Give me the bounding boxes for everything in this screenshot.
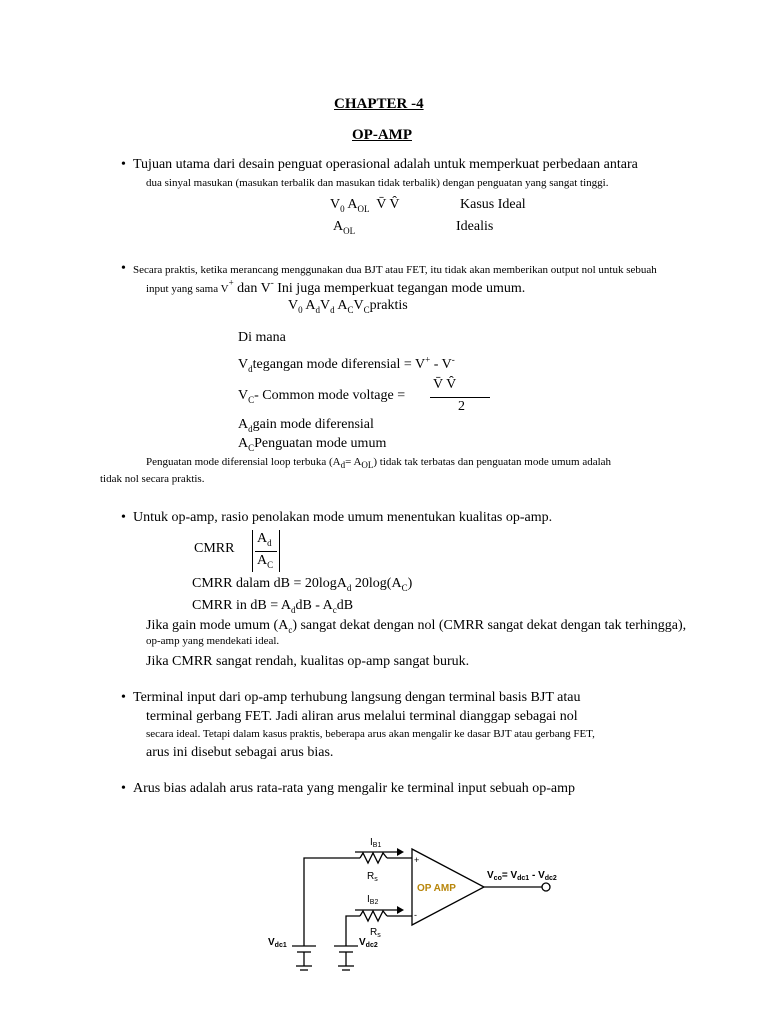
jika-cmrr-rendah: Jika CMRR sangat rendah, kualitas op-amp sangat buruk.	[146, 654, 470, 669]
label-vdc1: $V_{dc1}$	[268, 937, 287, 949]
bullet: •	[121, 690, 126, 705]
ac-definition: $A_CPenguatan$ mode umum	[238, 436, 387, 453]
aol-infinity: $A_{OL}$	[333, 219, 356, 236]
vc-definition: $V_C-$ Common mode voltage =	[238, 388, 406, 405]
dimana-heading: Di mana	[238, 330, 286, 345]
vd-definition: $V_dtegangan$ mode diferensial = V+ - V-	[238, 354, 455, 374]
opamp-label: OP AMP	[417, 883, 456, 894]
practical-formula: $V_0$ $A_dV_d$ $A_CV_Cpraktis$	[288, 298, 408, 315]
p5-line1: Terminal input dari op-amp terhubung langsung dengan terminal basis BJT atau	[133, 690, 581, 705]
p5-line2: terminal gerbang FET. Jadi aliran arus melalui terminal dianggap sebagai nol	[146, 709, 578, 724]
p1-line2: dua sinyal masukan (masukan terbalik dan masukan tidak terbalik) dengan penguatan yang sangat tinggi.	[146, 177, 609, 189]
label-ib1: $I_{B1}$	[370, 837, 382, 849]
label-vdc2: $V_{dc2}$	[359, 937, 378, 949]
bullet: •	[121, 157, 126, 172]
cmrr-db-formula-2: CMRR in dB = $A_ddB - A_cdB$	[192, 598, 354, 615]
cmrr-numerator: $A_d$	[257, 531, 272, 548]
resistor-rs1	[360, 853, 387, 863]
cmrr-denominator: $A_C$	[257, 553, 274, 570]
ideal-formula: $V_0$ $A_{OL}$ V̄ V̂	[330, 197, 400, 214]
vc-fraction-denominator: 2	[458, 399, 465, 414]
p5-line3: secara ideal. Tetapi dalam kasus praktis, beberapa arus akan mengalir ke dasar BJT atau gerbang FET,	[146, 728, 595, 740]
p1-line1: Tujuan utama dari desain penguat operasional adalah untuk memperkuat perbedaan antara	[133, 157, 638, 172]
p3-line1: Penguatan mode diferensial loop terbuka $(A_d= A_{OL})$ tidak tak terbatas dan penguatan mode umum adalah	[146, 456, 612, 471]
label-rs2: $R_s$	[370, 927, 381, 939]
cmrr-label: CMRR	[194, 541, 235, 556]
bullet: •	[121, 261, 126, 276]
jika-line2: op-amp yang mendekati ideal.	[146, 635, 280, 647]
bullet: •	[121, 510, 126, 525]
resistor-rs2	[360, 911, 387, 921]
kasus-ideal: Kasus Ideal	[460, 197, 526, 212]
jika-line1: Jika gain mode umum $(A_c)$ sangat dekat dengan nol (CMRR sangat dekat dengan tak terhingga),	[146, 618, 687, 635]
bullet: •	[121, 781, 126, 796]
wire-vdc1	[304, 858, 360, 946]
p5-line4: arus ini disebut sebagai arus bias.	[146, 745, 334, 760]
ad-definition: $A_dgain$ mode diferensial	[238, 417, 374, 434]
label-minus: -	[414, 910, 417, 920]
label-ib2: $I_{B2}$	[367, 894, 379, 906]
arrowhead-ib2	[397, 906, 404, 914]
cmrr-db-formula: CMRR dalam dB = 20logA$_d$ $20\log(A_C)$	[192, 576, 413, 593]
idealis: Idealis	[456, 219, 494, 234]
vc-fraction-numerator: V̄ V̂	[433, 377, 457, 392]
p4-line1: Untuk op-amp, rasio penolakan mode umum menentukan kualitas op-amp.	[133, 510, 553, 525]
p6-line1: Arus bias adalah arus rata-rata yang mengalir ke terminal input sebuah op-amp	[133, 781, 576, 796]
wire-vdc2	[346, 916, 360, 946]
label-vco: $V_{co}= V_{dc1} - V_{dc2}$	[487, 870, 557, 882]
label-plus: +	[414, 855, 420, 865]
p2-line2: input yang sama V+ dan V- Ini juga memperkuat tegangan mode umum.	[146, 277, 526, 296]
arrowhead-ib1	[397, 848, 404, 856]
chapter-heading: CHAPTER -4	[334, 96, 424, 112]
output-terminal	[542, 883, 550, 891]
page-title: OP-AMP	[352, 127, 412, 143]
p3-line2: tidak nol secara praktis.	[100, 473, 205, 485]
p2-line1: Secara praktis, ketika merancang menggunakan dua BJT atau FET, itu tidak akan memberikan output nol untuk sebuah	[133, 264, 657, 276]
label-rs1: $R_s$	[367, 871, 378, 883]
